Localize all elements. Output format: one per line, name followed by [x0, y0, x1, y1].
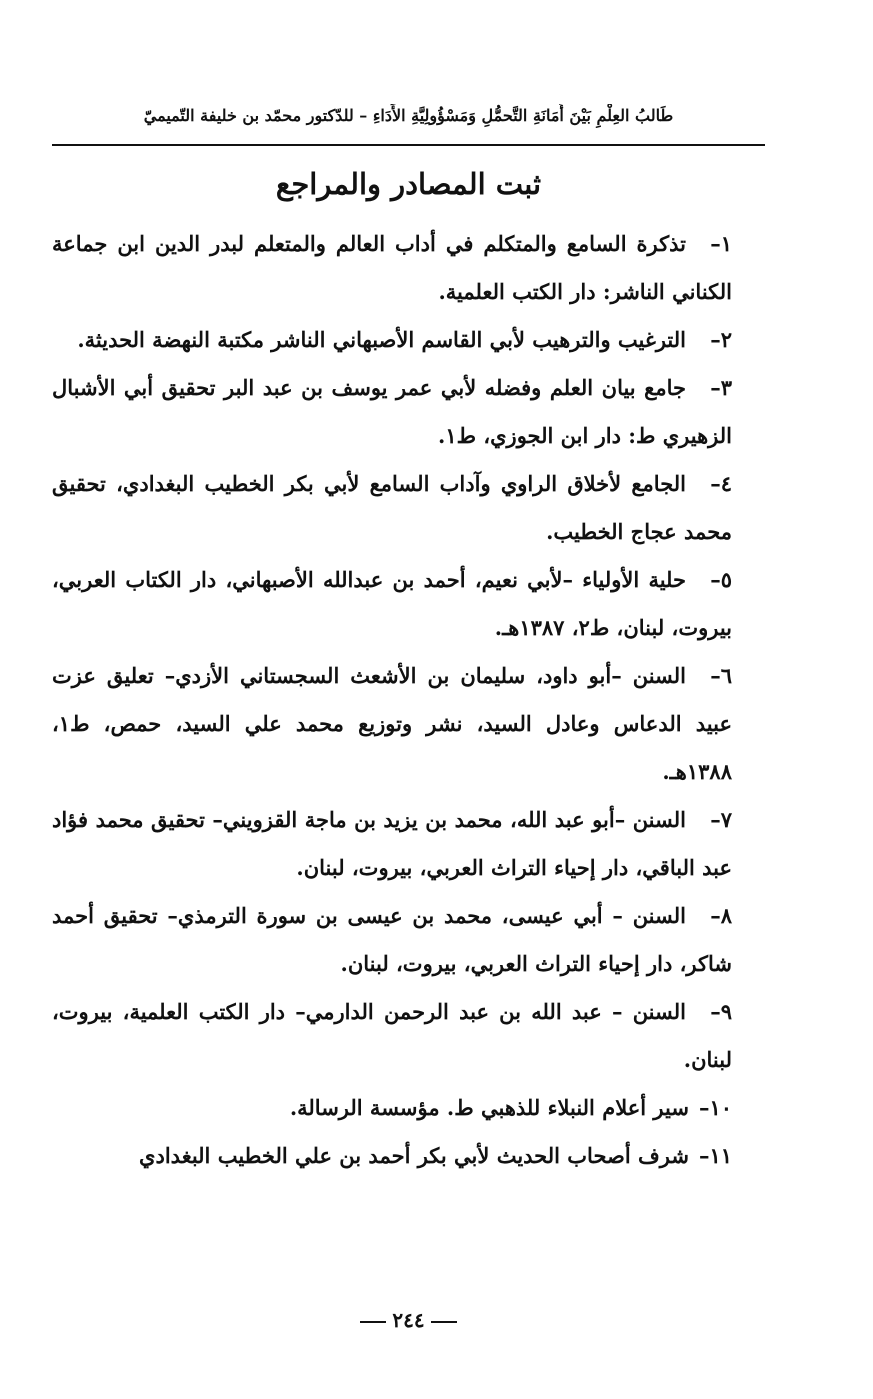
reference-number: ١– — [710, 231, 732, 256]
running-header: طَالبُ العِلْمِ بَيْنَ أَمَانَةِ التَّحمُّلِ وَمَسْؤُولِيَّةِ الأَدَاءِ – للدّكتور محمّد بن خليفة التّميميّ — [143, 106, 674, 125]
header-divider — [52, 144, 765, 146]
reference-number: ٢– — [710, 327, 732, 352]
reference-text: السنن – أبي عيسى، محمد بن عيسى بن سورة الترمذي– تحقيق أحمد شاكر، دار إحياء التراث العربي، بيروت، لبنان. — [52, 903, 732, 976]
reference-text: الجامع لأخلاق الراوي وآداب السامع لأبي بكر الخطيب البغدادي، تحقيق محمد عجاج الخطيب. — [52, 471, 732, 544]
reference-item — [52, 652, 732, 796]
reference-number: ٧– — [710, 807, 732, 832]
page-number-dash — [360, 1321, 386, 1323]
reference-item — [52, 1084, 732, 1132]
reference-text: جامع بيان العلم وفضله لأبي عمر يوسف بن عبد البر تحقيق أبي الأشبال الزهيري ط: دار ابن الجوزي، ط١. — [52, 375, 732, 448]
reference-number: ١٠– — [698, 1095, 732, 1120]
page-number-value: ٢٤٤ — [392, 1308, 425, 1332]
reference-number: ٩– — [710, 999, 732, 1024]
reference-item — [52, 364, 732, 460]
page-number — [52, 1305, 765, 1335]
reference-item — [52, 892, 732, 988]
reference-item — [52, 316, 732, 364]
reference-text: السنن – عبد الله بن عبد الرحمن الدارمي– دار الكتب العلمية، بيروت، لبنان. — [52, 999, 732, 1072]
reference-text: حلية الأولياء –لأبي نعيم، أحمد بن عبدالله الأصبهاني، دار الكتاب العربي، بيروت، لبنان، ط٢، ١٣٨٧هـ. — [52, 567, 732, 640]
reference-number: ٥– — [710, 567, 732, 592]
reference-number: ٣– — [710, 375, 732, 400]
reference-number: ٨– — [710, 903, 732, 928]
reference-item — [52, 220, 732, 316]
reference-item — [52, 1132, 732, 1180]
reference-text: الترغيب والترهيب لأبي القاسم الأصبهاني الناشر مكتبة النهضة الحديثة. — [77, 327, 686, 352]
references-list — [52, 220, 732, 1180]
reference-text: سير أعلام النبلاء للذهبي ط. مؤسسة الرسالة. — [289, 1095, 689, 1120]
page-number-dash — [431, 1321, 457, 1323]
reference-item — [52, 460, 732, 556]
reference-text: شرف أصحاب الحديث لأبي بكر أحمد بن علي الخطيب البغدادي — [139, 1143, 689, 1168]
reference-item — [52, 556, 732, 652]
reference-number: ٦– — [710, 663, 732, 688]
reference-text: السنن –أبو داود، سليمان بن الأشعث السجستاني الأزدي– تعليق عزت عبيد الدعاس وعادل السيد، نشر وتوزيع محمد علي السيد، حمص، ط١، ١٣٨٨هـ. — [52, 663, 732, 784]
reference-text: السنن –أبو عبد الله، محمد بن يزيد بن ماجة القزويني– تحقيق محمد فؤاد عبد الباقي، دار إحياء التراث العربي، بيروت، لبنان. — [52, 807, 732, 880]
reference-item — [52, 796, 732, 892]
section-title: ثبت المصادر والمراجع — [275, 167, 542, 201]
reference-number: ١١– — [698, 1143, 732, 1168]
reference-number: ٤– — [710, 471, 732, 496]
reference-item — [52, 988, 732, 1084]
reference-text: تذكرة السامع والمتكلم في أداب العالم والمتعلم لبدر الدين ابن جماعة الكناني الناشر: دار الكتب العلمية. — [52, 231, 732, 304]
